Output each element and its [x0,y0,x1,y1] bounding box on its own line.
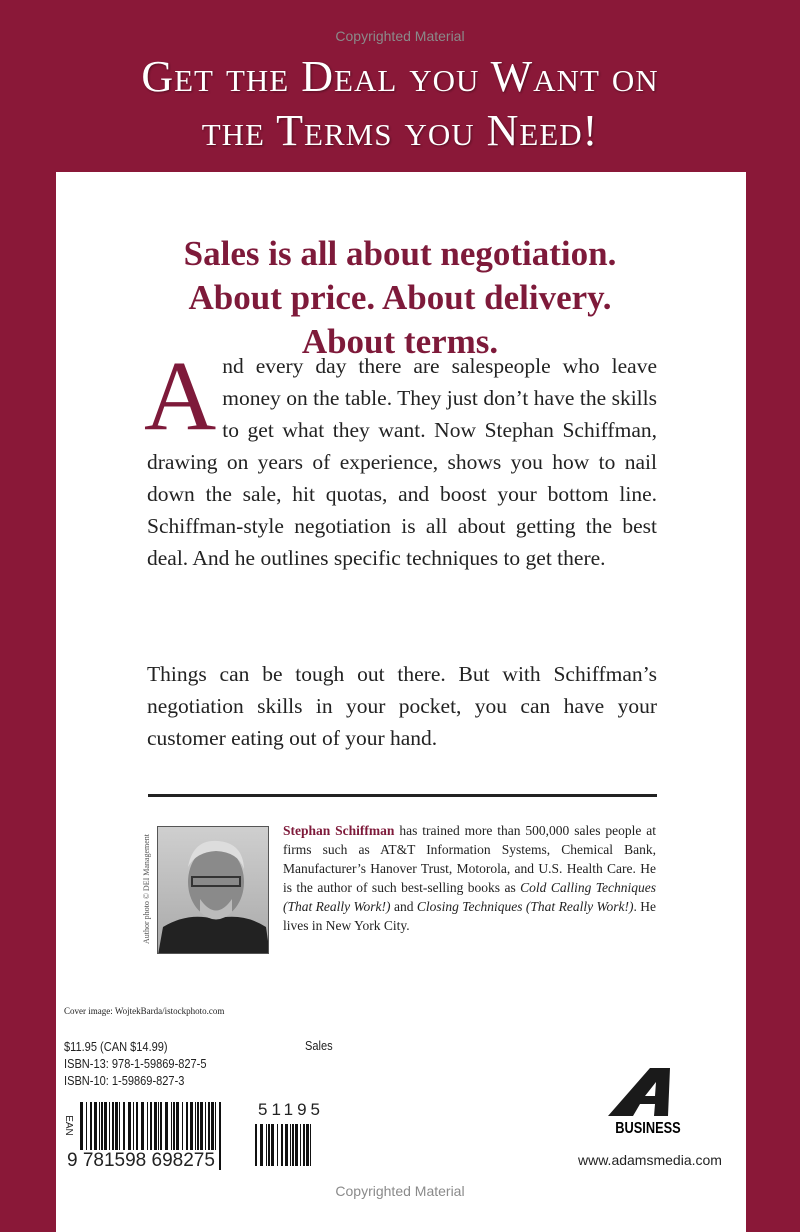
isbn-13: ISBN-13: 978-1-59869-827-5 [64,1056,207,1071]
publisher-url: www.adamsmedia.com [578,1152,722,1168]
author-photo [157,826,269,954]
paragraph-2: Things can be tough out there. But with Schiffman’s negotiation skills in your pocket, you can have your customer eating out of your hand. [147,662,657,750]
barcode-bar [260,1124,263,1166]
price-isbn-block [64,1038,207,1089]
barcode-bar [277,1124,278,1166]
barcode-bar [268,1124,270,1166]
barcode-bar [219,1102,221,1170]
barcode-bar [281,1124,283,1166]
drop-cap: A [144,340,217,451]
title-line: Get the Deal you Want on [141,52,659,101]
headline-line: About price. About delivery. [188,278,612,317]
barcode-bar [300,1124,301,1166]
book-title: Closing Techniques (That Really Work!) [416,899,634,914]
bio-text: . He lives in New York City. [283,899,656,933]
isbn-10: ISBN-10: 1-59869-827-3 [64,1073,185,1088]
barcode-bar [290,1124,291,1166]
barcode-bar [266,1124,267,1166]
barcode-bar [271,1124,274,1166]
price-barcode [255,1124,313,1166]
divider [148,794,657,797]
barcode-bar [306,1124,309,1166]
cover-title [0,50,800,158]
watermark-top: Copyrighted Material [335,28,465,44]
ean-label: EAN [62,1115,74,1136]
headline-line: Sales is all about negotiation. [183,234,617,273]
headline [0,232,800,364]
barcode-bar [303,1124,305,1166]
barcode-bar [310,1124,311,1166]
cover-credit: Cover image: WojtekBarda/istockphoto.com [64,1006,225,1016]
logo-text: BUSINESS [615,1120,681,1137]
adams-a-icon [598,1068,698,1118]
title-line: the Terms you Need! [201,106,599,155]
barcode-bar [255,1124,257,1166]
watermark-bottom: Copyrighted Material [335,1183,465,1199]
publisher-logo [598,1068,698,1138]
bio-text: has trained more than 500,000 sales people at firms such as AT&T Information Systems, Chemical Bank, Manufacturer’s Hanover Trust, Motorola, and U.S. Health Care. He is the author of such best-selling books as [283,823,656,895]
barcode-bar [292,1124,294,1166]
barcode-bar [295,1124,298,1166]
ean-digits: 9 781598 698275 [67,1150,215,1171]
price: $11.95 (CAN $14.99) [64,1039,168,1054]
photo-credit: Author photo © DEI Management [142,833,151,945]
author-name: Stephan Schiffman [283,823,395,838]
author-bio [283,821,656,935]
headline-line: About terms. [301,322,499,361]
bio-text: and [390,899,417,914]
price-code: 51195 [258,1100,325,1119]
book-title: Cold Calling Techniques (That Really Work!) [283,880,657,914]
category: Sales [305,1038,333,1053]
paragraph-text: nd every day there are salespeople who leave money on the table. They just don’t have the skills to get what they want. Now Stephan Schiffman, drawing on years of experience, shows you how to nail down the sale, hit quotas, and boost your bottom line. Schiffman-style negotiation is all about getting the best deal. And he outlines specific techniques to get there. [147,354,657,570]
barcode-bar [285,1124,288,1166]
